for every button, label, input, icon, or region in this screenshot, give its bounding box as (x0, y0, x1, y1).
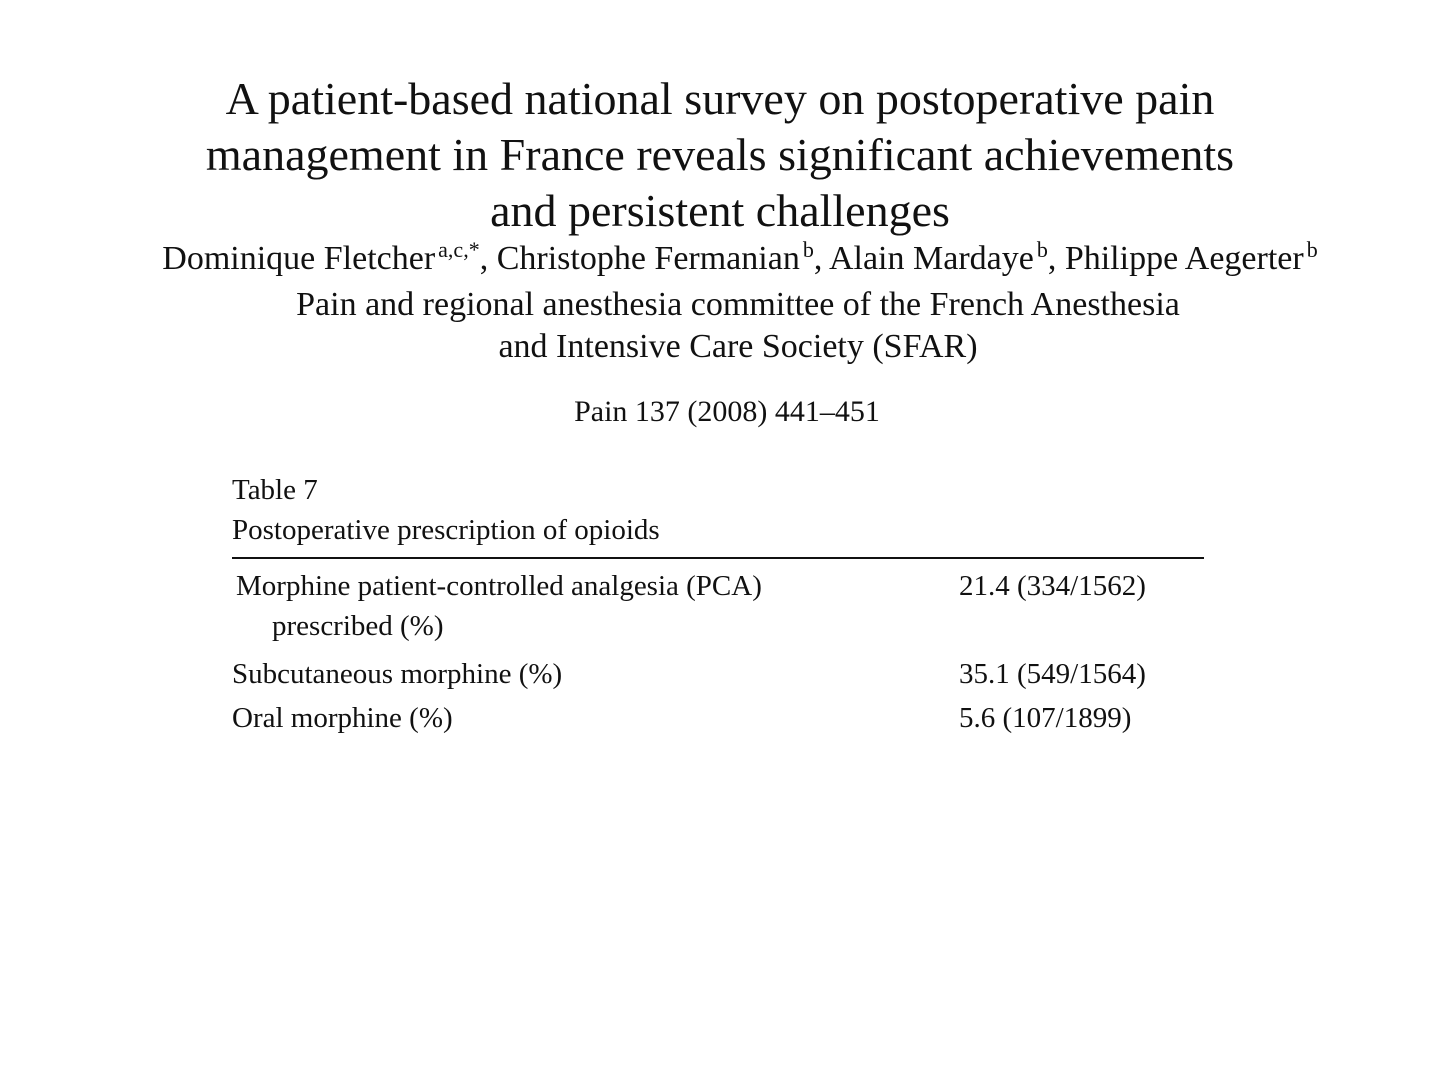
affiliation (0, 284, 1440, 368)
affiliation-line: and Intensive Care Society (SFAR) (498, 328, 978, 365)
row-label (232, 566, 936, 646)
row-value: 35.1 (549/1564) (959, 658, 1146, 690)
author-name: Alain Mardaye (828, 240, 1034, 277)
affiliation-line: Pain and regional anesthesia committee of the French Anesthesia (296, 286, 1180, 323)
table-title: Postoperative prescription of opioids (232, 514, 660, 546)
row-label (232, 698, 932, 738)
title-line: management in France reveals significant achievements (205, 128, 1235, 180)
author-separator: , (479, 240, 497, 277)
row-value: 5.6 (107/1899) (959, 702, 1132, 734)
author-affiliation-mark: b (802, 237, 814, 262)
author-list (0, 238, 1440, 280)
author-name: Philippe Aegerter (1064, 240, 1304, 277)
table-row (232, 566, 1204, 654)
title-line: A patient-based national survey on postoperative pain (225, 72, 1215, 124)
author-separator: , (1047, 240, 1065, 277)
author-affiliation-mark: b (1036, 237, 1048, 262)
row-label-line: Morphine patient-controlled analgesia (PCA) (236, 570, 762, 602)
row-label-continuation: prescribed (%) (272, 610, 444, 642)
paper-title (0, 71, 1440, 239)
row-value: 21.4 (334/1562) (959, 570, 1146, 602)
table-caption (232, 470, 660, 550)
row-label-line: Oral morphine (%) (232, 702, 453, 734)
data-table (232, 566, 1204, 742)
author-affiliation-mark: b (1306, 237, 1318, 262)
author-name: Dominique Fletcher (162, 240, 436, 277)
author-affiliation-mark: a,c,* (438, 237, 480, 262)
row-label-line: Subcutaneous morphine (%) (232, 658, 563, 690)
journal-citation: Pain 137 (2008) 441–451 (574, 395, 880, 428)
author-name: Christophe Fermanian (496, 240, 800, 277)
table-row (232, 654, 1204, 698)
author-separator: , (813, 240, 829, 277)
table-top-rule (232, 557, 1204, 559)
title-line: and persistent challenges (490, 184, 950, 236)
table-row (232, 698, 1204, 742)
row-label (232, 654, 932, 694)
table-label: Table 7 (232, 474, 318, 506)
